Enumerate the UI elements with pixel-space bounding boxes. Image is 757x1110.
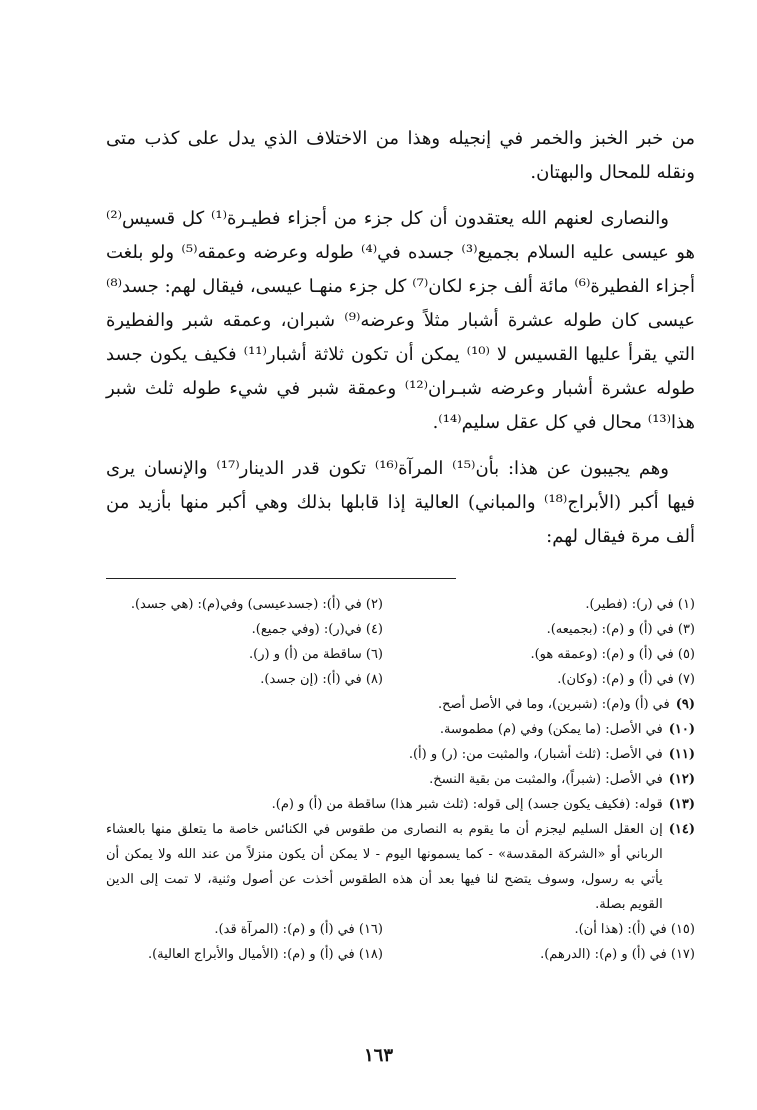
footnote-text: قوله: (فكيف يكون جسد) إلى قوله: (ثلث شبر هذا) ساقطة من (أ) و (م). [271, 797, 663, 812]
footnote-4: (٤) في(ر): (وفي جميع). [251, 622, 383, 637]
paragraph-1: من خبر الخبز والخمر في إنجيله وهذا من الاختلاف الذي يدل على كذب متى ونقله للمحال والبهتان. [106, 128, 695, 183]
footnote-13 [106, 792, 695, 817]
footnote-5: (٥) في (أ) و (م): (وعمقه هو). [530, 647, 695, 662]
main-text [106, 122, 695, 554]
footnote-7: (٧) في (أ) و (م): (وكان). [557, 672, 695, 687]
footnote-10 [106, 717, 695, 742]
footnote-row [106, 592, 695, 617]
footnote-15: (١٥) في (أ): (هذا أن). [574, 922, 695, 937]
footnote-14 [106, 817, 695, 917]
footnote-12 [106, 767, 695, 792]
footnote-text: في (أ) و(م): (شبرين)، وما في الأصل أصح. [437, 697, 670, 712]
footnote-row [106, 942, 695, 967]
footnote-text: في الأصل: (ما يمكن) وفي (م) مطموسة. [439, 722, 663, 737]
footnote-number: (١٠) [668, 722, 695, 737]
paragraph-3: وهم يجيبون عن هذا: بأن⁽¹⁵⁾ المرآة⁽¹⁶⁾ تكون قدر الدينار⁽¹⁷⁾ والإنسان يرى فيها أكبر (الأبراج⁽¹⁸⁾ والمباني) العالية إذا قابلها بذلك وهي أكبر منها بأزيد من ألف مرة فيقال لهم: [106, 458, 695, 547]
footnote-number: (١١) [668, 747, 695, 762]
footnote-11 [106, 742, 695, 767]
footnote-row [106, 667, 695, 692]
footnote-number: (١٢) [668, 772, 695, 787]
footnote-separator [106, 578, 456, 579]
footnote-row [106, 917, 695, 942]
footnote-row [106, 617, 695, 642]
footnote-16: (١٦) في (أ) و (م): (المرآة قد). [214, 922, 383, 937]
footnote-8: (٨) في (أ): (إن جسد). [260, 672, 383, 687]
footnote-1: (١) في (ر): (فطير). [585, 597, 695, 612]
footnotes [106, 592, 695, 967]
footnote-number: (١٤) [668, 822, 695, 837]
footnote-text: في الأصل: (شبراً)، والمثبت من بقية النسخ. [429, 772, 663, 787]
footnote-number: (٩) [675, 697, 695, 712]
footnote-9 [106, 692, 695, 717]
footnote-text: في الأصل: (ثلث أشبار)، والمثبت من: (ر) و (أ). [408, 747, 663, 762]
footnote-6: (٦) ساقطة من (أ) و (ر). [249, 647, 383, 662]
footnote-text: إن العقل السليم ليجزم أن ما يقوم به النصارى من طقوس في الكنائس خاصة ما يتعلق منها بالعشاء الرباني أو «الشركة المقدسة» - كما يسمونها اليوم - لا يمكن أن يكون منزلاً من عند الله ولا يمكن أن يأتي به رسول، وسوف يتضح لنا فيها بعد أن هذه الطقوس أخذت عن أصول وثنية، لا تمت إلى الدين القويم بصلة. [106, 822, 663, 912]
footnote-2: (٢) في (أ): (جسدعيسى) وفي(م): (هي جسد). [130, 597, 383, 612]
footnote-number: (١٣) [668, 797, 695, 812]
page-number: ١٦٣ [363, 1045, 393, 1066]
paragraph-2: والنصارى لعنهم الله يعتقدون أن كل جزء من أجزاء فطيـرة⁽¹⁾ كل قسيس⁽²⁾ هو عيسى عليه السلام بجميع⁽³⁾ جسده في⁽⁴⁾ طوله وعرضه وعمقه⁽⁵⁾ ولو بلغت أجزاء الفطيرة⁽⁶⁾ مائة ألف جزء لكان⁽⁷⁾ كل جزء منهـا عيسى، فيقال لهم: جسد⁽⁸⁾ عيسى كان طوله عشرة أشبار مثلاً وعرضه⁽⁹⁾ شبران، وعمقه شبر والفطيرة التي يقرأ عليها القسيس لا ⁽¹⁰⁾ يمكن أن تكون ثلاثة أشبار⁽¹¹⁾ فكيف يكون جسد طوله عشرة أشبار وعرضه شبـران⁽¹²⁾ وعمقة شبر في شيء طوله ثلث شبر هذا⁽¹³⁾ محال في كل عقل سليم⁽¹⁴⁾. [106, 208, 695, 433]
footnote-17: (١٧) في (أ) و (م): (الدرهم). [540, 947, 695, 962]
footnote-row [106, 642, 695, 667]
footnote-3: (٣) في (أ) و (م): (بجميعه). [546, 622, 695, 637]
footnote-18: (١٨) في (أ) و (م): (الأميال والأبراج العالية). [147, 947, 383, 962]
